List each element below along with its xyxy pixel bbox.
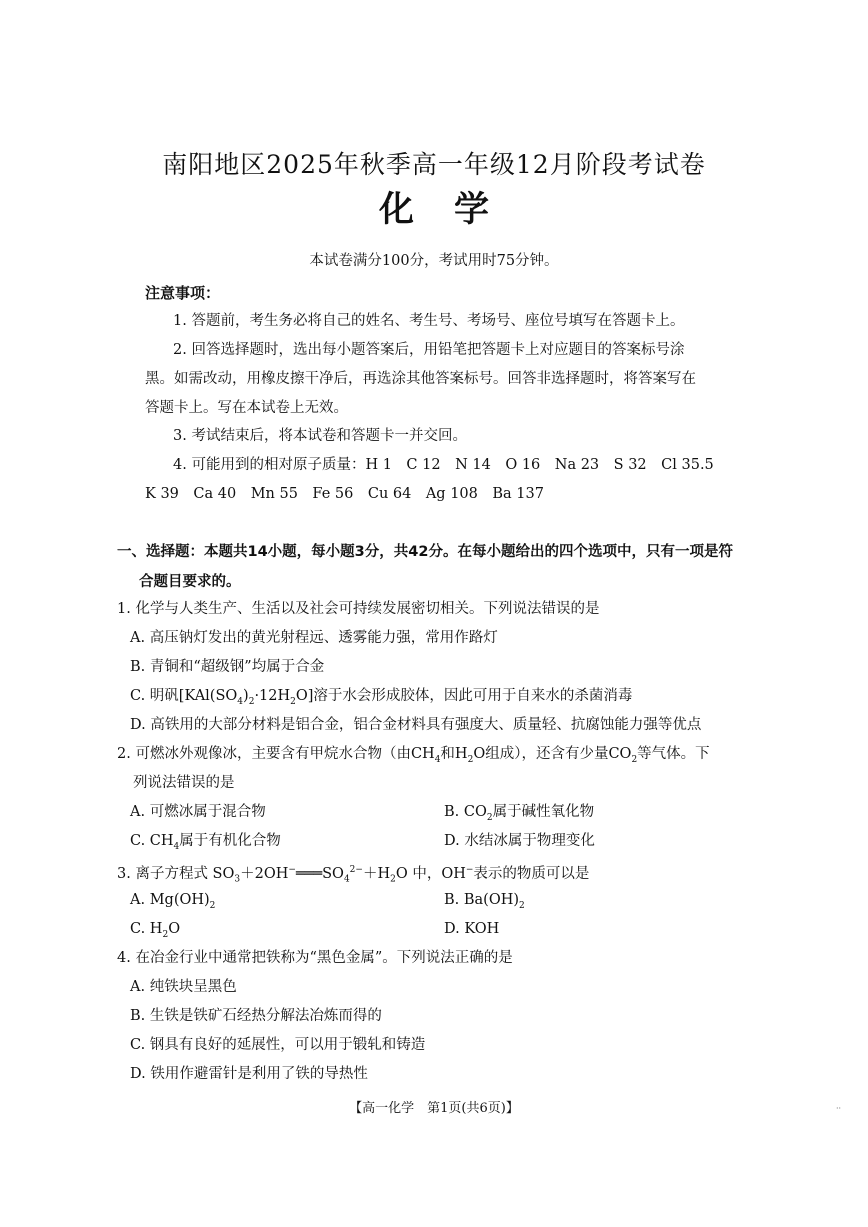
- section-heading-cont: 合题目要求的。: [139, 574, 241, 590]
- subject-title: 化学: [378, 190, 529, 230]
- question-3-stem: 3. 离子方程式 $SO_3+2OH^-═══SO_4^{2-}+H_2O$ 中，OH−表示的物质可以是: [117, 865, 590, 885]
- question-1-option-a: A. 高压钠灯发出的黄光射程远、透雾能力强，常用作路灯: [130, 630, 498, 646]
- question-1-option-d: D. 高铁用的大部分材料是铝合金，铝合金材料具有强度大、质量轻、抗腐蚀能力强等优点: [130, 717, 702, 733]
- exam-info: 本试卷满分100分，考试用时75分钟。: [309, 253, 559, 269]
- question-1-option-c: C. 明矾$[KAl(SO_4)_2\cdot 12H_2O]$溶于水会形成胶体，因此可用于自来水的杀菌消毒: [130, 688, 633, 707]
- question-4-option-c: C. 钢具有良好的延展性，可以用于锻轧和铸造: [130, 1037, 426, 1053]
- notice-item-4-line-2: K 39 Ca 40 Mn 55 Fe 56 Cu 64 Ag 108 Ba 137: [145, 486, 544, 502]
- question-4-option-a: A. 纯铁块呈黑色: [130, 979, 237, 995]
- section-heading: 一、选择题：本题共14小题，每小题3分，共42分。在每小题给出的四个选项中，只有一项是符: [117, 544, 733, 560]
- question-1-stem: 1. 化学与人类生产、生活以及社会可持续发展密切相关。下列说法错误的是: [117, 601, 600, 617]
- notice-item-2-line-3: 答题卡上。写在本试卷上无效。: [145, 400, 348, 416]
- question-4-option-d: D. 铁用作避雷针是利用了铁的导热性: [130, 1066, 368, 1082]
- question-3-option-b: B. $Ba(OH)_2$: [444, 892, 525, 911]
- question-3-option-c: C. $H_2O$: [130, 921, 181, 940]
- question-3-option-a: A. $Mg(OH)_2$: [130, 892, 216, 911]
- exam-title: 南阳地区2025年秋季高一年级12月阶段考试卷: [162, 150, 706, 179]
- corner-mark: ··: [836, 1104, 842, 1113]
- notice-heading: 注意事项：: [145, 284, 221, 302]
- question-1-option-b: B. 青铜和“超级钢”均属于合金: [130, 659, 325, 675]
- notice-item-2-line-2: 黑。如需改动，用橡皮擦干净后，再选涂其他答案标号。回答非选择题时，将答案写在: [145, 371, 696, 387]
- notice-item-3: 3. 考试结束后，将本试卷和答题卡一并交回。: [173, 428, 467, 444]
- question-2-option-d: D. 水结冰属于物理变化: [444, 833, 595, 849]
- question-3-option-d: D. KOH: [444, 921, 500, 937]
- question-2-option-a: A. 可燃冰属于混合物: [130, 804, 266, 820]
- question-4-option-b: B. 生铁是铁矿石经热分解法冶炼而得的: [130, 1008, 382, 1024]
- question-2-stem-cont: 列说法错误的是: [133, 775, 235, 791]
- question-2-option-b: B. $CO_2$属于碱性氧化物: [444, 804, 595, 823]
- notice-item-4-line-1: 4. 可能用到的相对原子质量：H 1 C 12 N 14 O 16 Na 23 S 32 Cl 35.5: [173, 457, 714, 473]
- notice-item-1: 1. 答题前，考生务必将自己的姓名、考生号、考场号、座位号填写在答题卡上。: [173, 313, 685, 329]
- question-2-option-c: C. $CH_4$属于有机化合物: [130, 833, 281, 852]
- notice-item-2-line-1: 2. 回答选择题时，选出每小题答案后，用铅笔把答题卡上对应题目的答案标号涂: [173, 342, 685, 358]
- question-4-stem: 4. 在冶金行业中通常把铁称为“黑色金属”。下列说法正确的是: [117, 950, 513, 966]
- question-2-stem: 2. 可燃冰外观像冰，主要含有甲烷水合物（由$CH_4$和$H_2O$组成），还含有少量$CO_2$等气体。下: [117, 746, 710, 765]
- page-footer: 【高一化学 第1页(共6页)】: [349, 1101, 519, 1116]
